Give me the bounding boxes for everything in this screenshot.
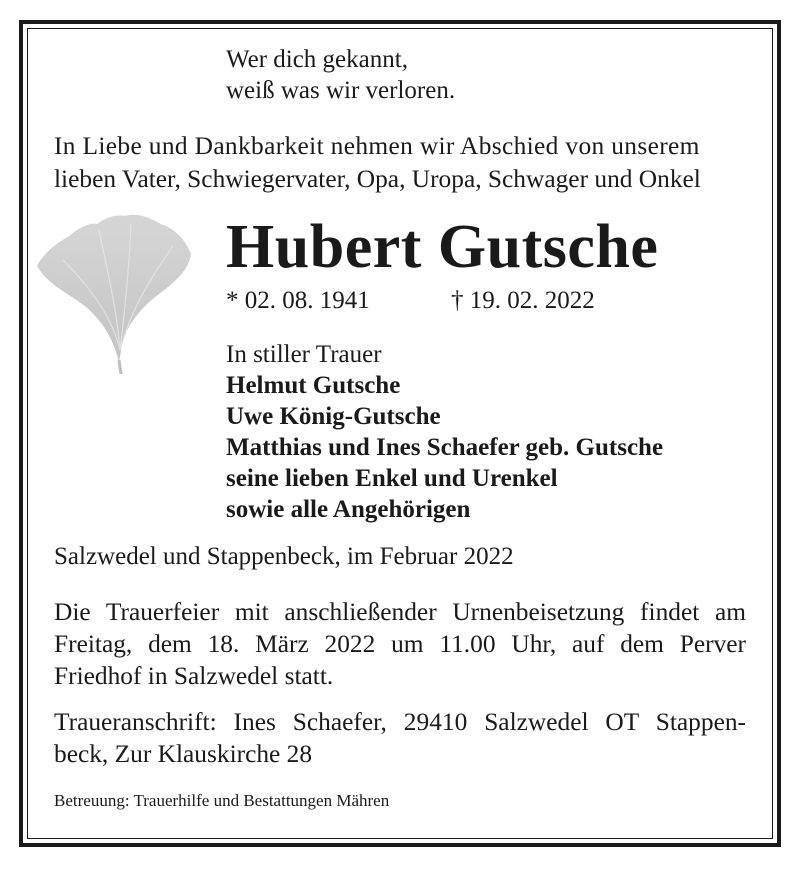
- motto-line: weiß was wir verloren.: [226, 77, 456, 104]
- address-line: Traueranschrift: Ines Schaefer, 29410 Salzwedel OT Stappen-: [54, 708, 746, 736]
- service-line: Freitag, dem 18. März 2022 um 11.00 Uhr, auf dem Perver: [54, 630, 746, 658]
- intro-line: In Liebe und Dankbarkeit nehmen wir Abschied von unserem: [54, 132, 700, 160]
- birth-date: * 02. 08. 1941: [226, 287, 370, 314]
- motto-line: Wer dich gekannt,: [226, 46, 408, 73]
- mourning-address: [54, 706, 746, 770]
- place-and-date: Salzwedel und Stappenbeck, im Februar 2022: [54, 543, 514, 570]
- deceased-name: Hubert Gutsche: [226, 213, 659, 281]
- mourners-intro: In stiller Trauer: [226, 341, 382, 368]
- service-line: Friedhof in Salzwedel statt.: [54, 662, 334, 690]
- mourner-name: seine lieben Enkel und Urenkel: [226, 465, 558, 492]
- mourner-name: Helmut Gutsche: [226, 372, 401, 399]
- death-date: † 19. 02. 2022: [451, 287, 595, 314]
- ginkgo-leaf-icon: [33, 210, 195, 375]
- mourners-list: [226, 339, 663, 525]
- motto: [226, 44, 455, 106]
- mourner-name: sowie alle Angehörigen: [226, 496, 471, 523]
- service-line: Die Trauerfeier mit anschließender Urnenbeisetzung findet am: [54, 598, 746, 626]
- intro-text: [54, 130, 701, 196]
- mourner-name: Uwe König-Gutsche: [226, 403, 441, 430]
- address-line: beck, Zur Klauskirche 28: [54, 740, 313, 768]
- funeral-home-credit: Betreuung: Trauerhilfe und Bestattungen Mähren: [54, 791, 390, 810]
- funeral-service-info: [54, 596, 746, 692]
- mourner-name: Matthias und Ines Schaefer geb. Gutsche: [226, 434, 664, 461]
- intro-line: lieben Vater, Schwiegervater, Opa, Uropa, Schwager und Onkel: [54, 165, 701, 193]
